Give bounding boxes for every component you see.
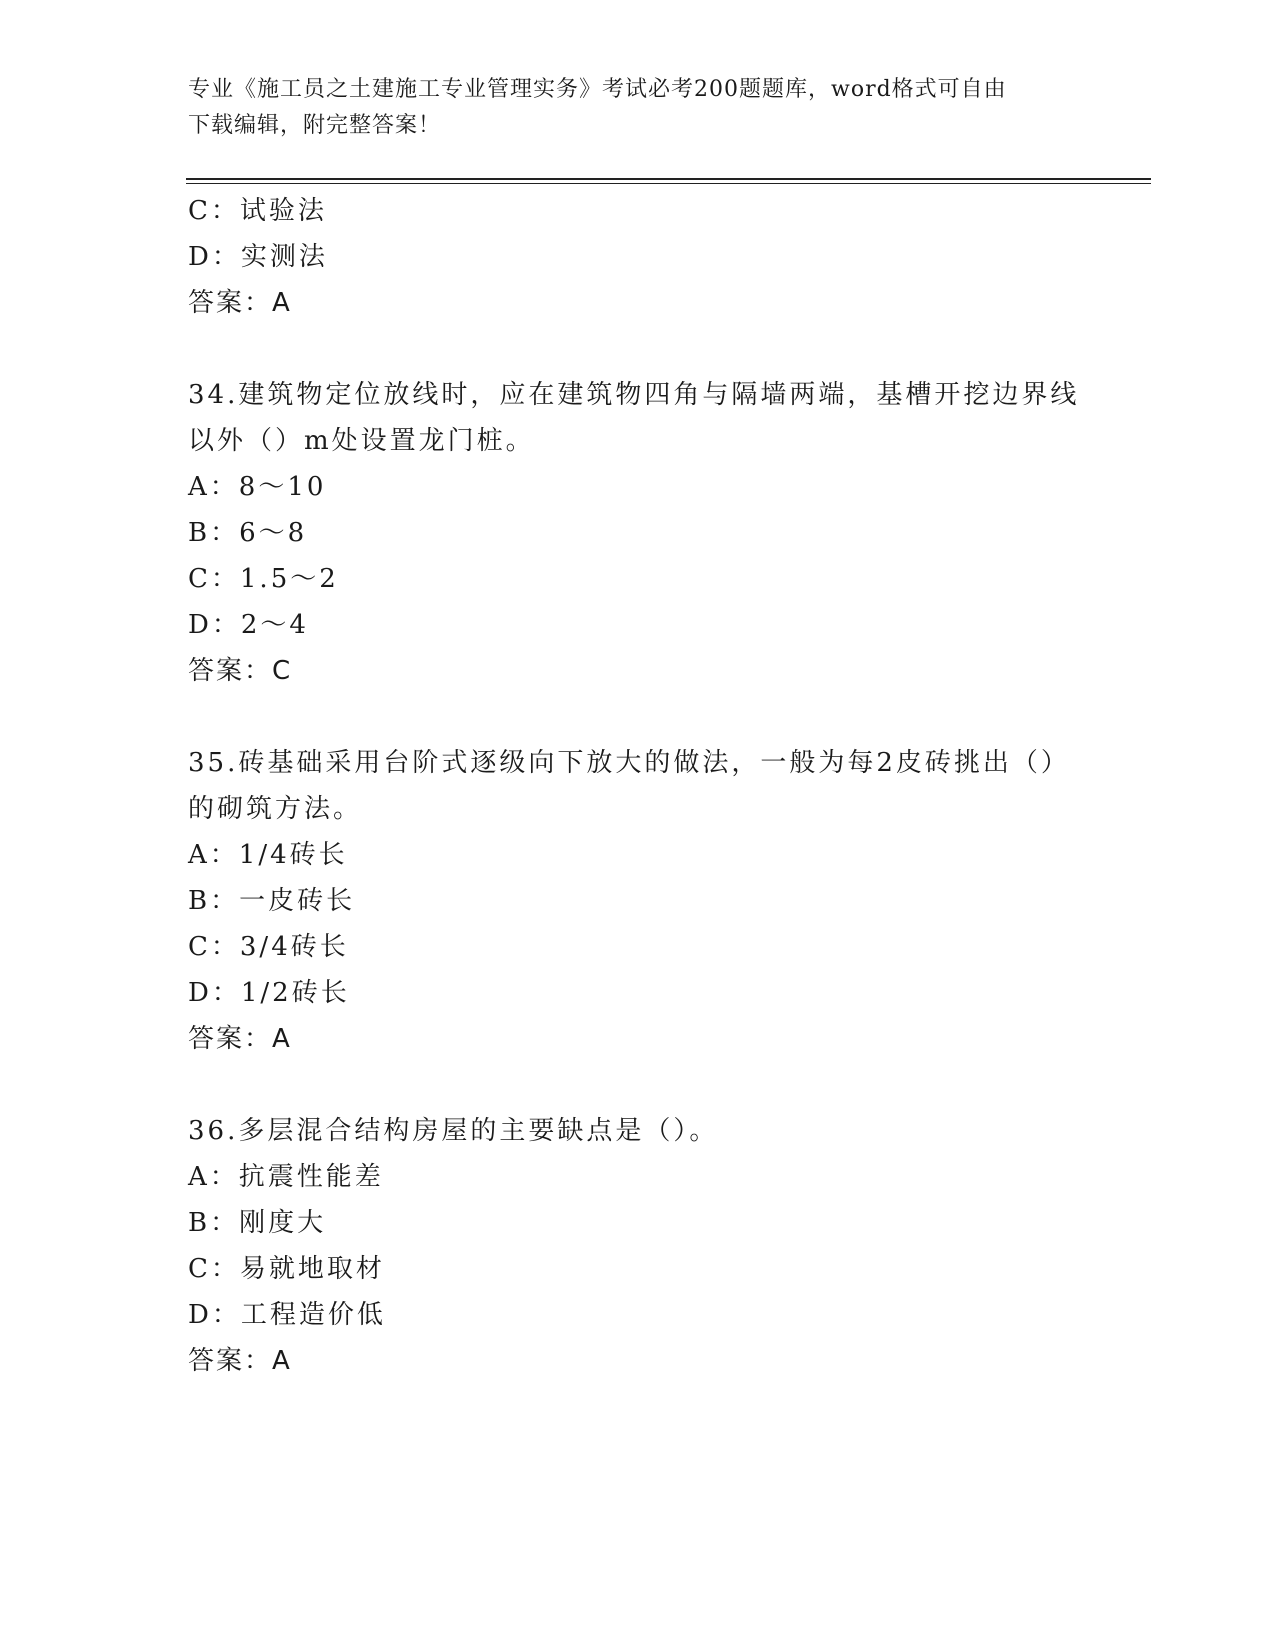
spacer [188, 326, 1148, 372]
option-a: A：抗震性能差 [188, 1162, 384, 1192]
question-35 [188, 740, 1148, 1062]
spacer [188, 1062, 1148, 1108]
document-header [188, 72, 1068, 144]
option-a: A：8～10 [188, 472, 327, 502]
option-b: B：一皮砖长 [188, 886, 356, 916]
answer-line: 答案：A [188, 288, 292, 318]
question-36 [188, 1108, 1148, 1384]
partial-question [188, 188, 1148, 326]
question-stem-line: 36.多层混合结构房屋的主要缺点是（）。 [188, 1116, 719, 1146]
header-rule-thin [186, 183, 1151, 184]
option-b: B：6～8 [188, 518, 308, 548]
option-c: C：易就地取材 [188, 1254, 385, 1284]
option-c: C：试验法 [188, 196, 327, 226]
question-stem-line: 的砌筑方法。 [188, 794, 363, 824]
header-rule-thick [186, 178, 1151, 180]
option-d: D：2～4 [188, 610, 309, 640]
header-line-1: 专业《施工员之土建施工专业管理实务》考试必考200题题库，word格式可自由 [188, 77, 1007, 102]
option-c: C：1.5～2 [188, 564, 339, 594]
option-d: D：实测法 [188, 242, 328, 272]
answer-line: 答案：A [188, 1346, 292, 1376]
question-stem-line: 34.建筑物定位放线时，应在建筑物四角与隔墙两端，基槽开挖边界线 [188, 380, 1080, 410]
option-b: B：刚度大 [188, 1208, 327, 1238]
question-list [188, 188, 1148, 1384]
question-stem-line: 以外（）m处设置龙门桩。 [188, 426, 535, 456]
header-line-2: 下载编辑，附完整答案！ [188, 113, 442, 138]
option-d: D：1/2砖长 [188, 978, 350, 1008]
option-d: D：工程造价低 [188, 1300, 386, 1330]
spacer [188, 694, 1148, 740]
question-34 [188, 372, 1148, 694]
question-stem-line: 35.砖基础采用台阶式逐级向下放大的做法，一般为每2皮砖挑出（） [188, 748, 1070, 778]
answer-line: 答案：A [188, 1024, 292, 1054]
answer-line: 答案：C [188, 656, 293, 686]
option-c: C：3/4砖长 [188, 932, 349, 962]
option-a: A：1/4砖长 [188, 840, 348, 870]
